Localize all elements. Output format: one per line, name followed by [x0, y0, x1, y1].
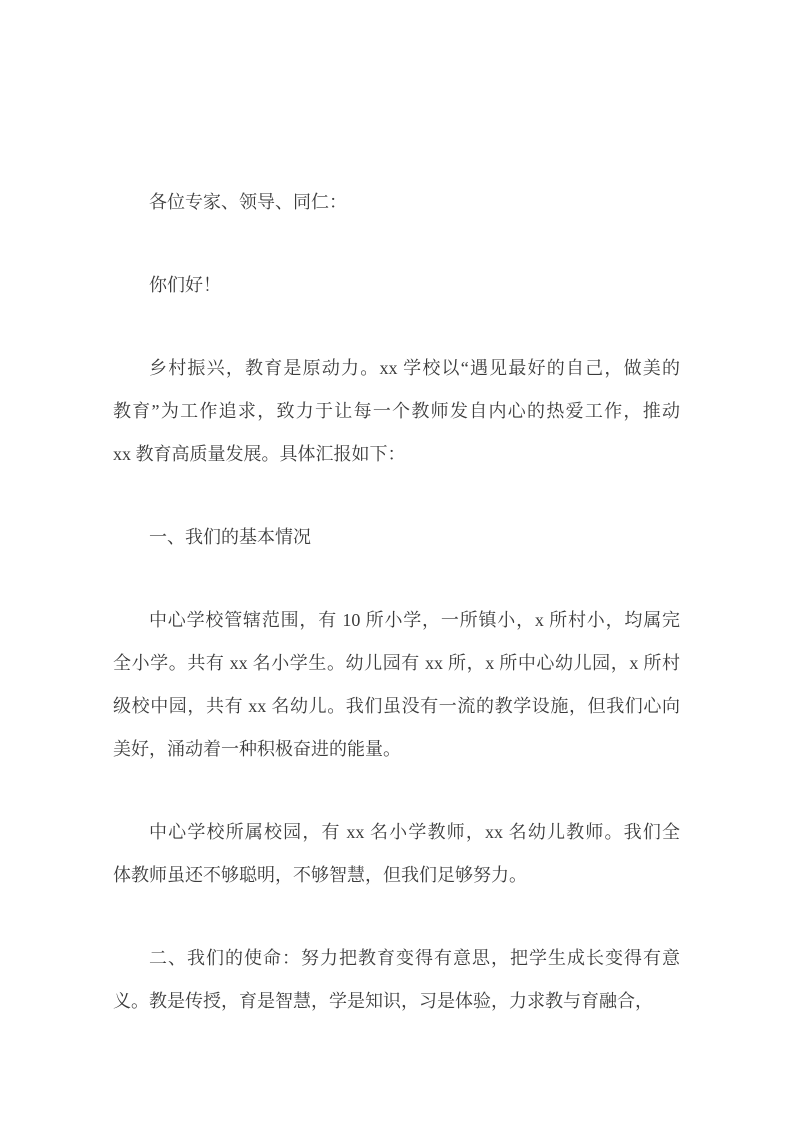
paragraph	[113, 347, 680, 476]
text-line: 你们好！	[149, 275, 221, 295]
salutation	[113, 181, 680, 224]
text-line: 级校中园，共有 xx 名幼儿。我们虽没有一流的教学设施，但我们心向	[113, 696, 680, 716]
text-line: 乡村振兴，教育是原动力。xx 学校以“遇见最好的自己，做美的	[149, 358, 680, 378]
section-heading	[113, 516, 680, 559]
text-line: xx 教育高质量发展。具体汇报如下：	[113, 444, 406, 464]
text-line: 一、我们的基本情况	[149, 527, 311, 547]
text-line: 全小学。共有 xx 名小学生。幼儿园有 xx 所，x 所中心幼儿园，x 所村	[113, 653, 680, 673]
greeting	[113, 264, 680, 307]
paragraph	[113, 599, 680, 771]
document-page	[113, 181, 680, 1023]
text-line: 二、我们的使命：努力把教育变得有意思，把学生成长变得有意	[149, 948, 680, 968]
text-line: 中心学校所属校园，有 xx 名小学教师，xx 名幼儿教师。我们全	[149, 822, 680, 842]
text-line: 义。教是传授，育是智慧，学是知识，习是体验，力求教与育融合，	[113, 991, 653, 1011]
text-line: 体教师虽还不够聪明，不够智慧，但我们足够努力。	[113, 865, 527, 885]
text-line: 教育”为工作追求，致力于让每一个教师发自内心的热爱工作，推动	[113, 401, 680, 421]
paragraph	[113, 937, 680, 1023]
text-line: 中心学校管辖范围，有 10 所小学，一所镇小，x 所村小，均属完	[149, 610, 680, 630]
text-line: 美好，涌动着一种积极奋进的能量。	[113, 739, 401, 759]
paragraph	[113, 811, 680, 897]
text-line: 各位专家、领导、同仁：	[149, 192, 347, 212]
